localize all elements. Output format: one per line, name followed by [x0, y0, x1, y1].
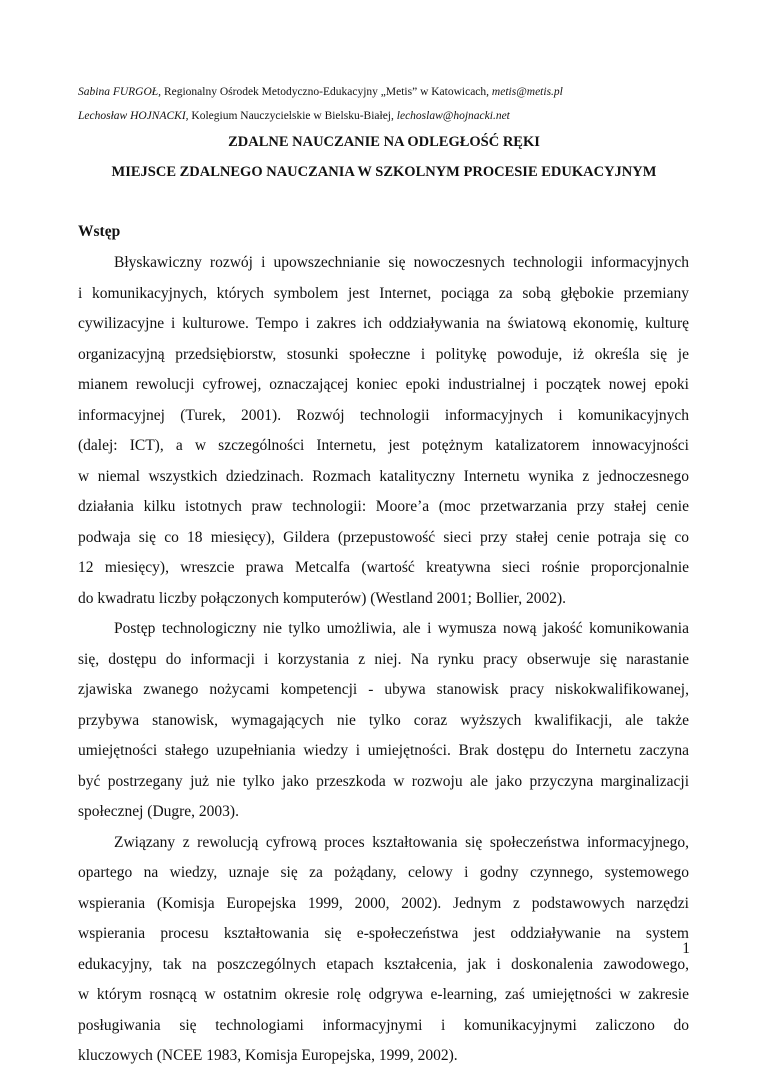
text-line: do kwadratu liczby połączonych komputerów) (Westland 2001; Bollier, 2002). [78, 589, 566, 607]
author-affiliation: Kolegium Nauczycielskie w Bielsku-Białej, [188, 110, 397, 122]
title-line: ZDALNE NAUCZANIE NA ODLEGŁOŚĆ RĘKI [228, 134, 540, 150]
text-line: być postrzegany już nie tylko jako przeszkoda w rozwoju ale jako przyczyna marginalizacji [78, 772, 689, 790]
text-line: działania kilku istotnych praw technologii: Moore’a (moc przetwarzania przy stałej cenie [78, 498, 689, 515]
text-line: Związany z rewolucją cyfrową proces kształtowania się społeczeństwa informacyjnego, [114, 833, 689, 851]
text-line: wspierania procesu kształtowania się e-społeczeństwa jest oddziaływanie na system [78, 925, 689, 942]
author-line [78, 80, 688, 104]
text-line: się, dostępu do informacji i korzystania z niej. Na rynku pracy obserwuje się narastanie [78, 650, 689, 668]
author-affiliation: Regionalny Ośrodek Metodyczno-Edukacyjny „Metis” w Katowicach, [161, 86, 492, 98]
author-email: metis@metis.pl [491, 86, 563, 98]
text-line: (dalej: ICT), a w szczególności Internetu, jest potężnym katalizatorem innowacyjności [78, 437, 689, 454]
text-line: społecznej (Dugre, 2003). [78, 803, 239, 820]
section-heading: Wstęp [78, 223, 121, 240]
author-email: lechoslaw@hojnacki.net [396, 110, 510, 122]
text-line: cywilizacyjne i kulturowe. Tempo i zakres ich oddziaływania na światową ekonomię, kulturę [78, 315, 689, 332]
author-line [78, 104, 688, 128]
author-block [78, 80, 688, 128]
text-line: 12 miesięcy), wreszcie prawa Metcalfa (wartość kreatywna sieci rośnie proporcjonalnie [78, 559, 689, 576]
text-line: edukacyjny, tak na poszczególnych etapach kształcenia, jak i doskonalenia zawodowego, [78, 955, 689, 973]
author-name: Lechosław HOJNACKI, [78, 110, 189, 122]
text-line: wspierania (Komisja Europejska 1999, 2000, 2002). Jednym z podstawowych narzędzi [78, 894, 689, 912]
text-line: mianem rewolucji cyfrowej, oznaczającej koniec epoki industrialnej i początek nowej epoki [78, 376, 689, 393]
text-line: organizacyjną przedsiębiorstw, stosunki społeczne i politykę powoduje, iż określa się je [78, 345, 689, 363]
text-line: posługiwania się technologiami informacyjnymi i komunikacyjnymi zaliczono do [78, 1016, 689, 1034]
text-line: Postęp technologiczny nie tylko umożliwia, ale i wymusza nową jakość komunikowania [114, 620, 689, 637]
text-line: w niemal wszystkich dziedzinach. Rozmach katalityczny Internetu wynika z jednoczesnego [78, 467, 689, 485]
page-number: 1 [682, 940, 690, 957]
text-line: podwaja się co 18 miesięcy), Gildera (przepustowość sieci przy stałej cenie potraja się co [78, 528, 689, 546]
text-line: opartego na wiedzy, uznaje się za pożądany, celowy i godny czynnego, systemowego [78, 864, 689, 881]
text-line: i komunikacyjnych, których symbolem jest Internet, pociąga za sobą głębokie przemiany [78, 284, 689, 302]
text-line: kluczowych (NCEE 1983, Komisja Europejska, 1999, 2002). [78, 1047, 458, 1064]
body-text [78, 248, 689, 1072]
paper-title [60, 127, 708, 187]
text-line: przybywa stanowisk, wymagających nie tylko coraz wyższych kwalifikacji, ale także [78, 711, 689, 729]
text-line: umiejętności stałego uzupełniania wiedzy i umiejętności. Brak dostępu do Internetu zaczyna [78, 742, 689, 759]
subtitle-line: MIEJSCE ZDALNEGO NAUCZANIA W SZKOLNYM PROCESIE EDUKACYJNYM [111, 164, 657, 180]
text-line: Błyskawiczny rozwój i upowszechnianie się nowoczesnych technologii informacyjnych [114, 254, 689, 271]
author-name: Sabina FURGOŁ, [78, 86, 162, 98]
text-line: zjawiska zwanego nożycami kompetencji - ubywa stanowisk pracy niskokwalifikowanej, [78, 681, 689, 698]
text-line: w którym rosnącą w ostatnim okresie rolę odgrywa e-learning, zaś umiejętności w zakresie [78, 986, 689, 1003]
text-line: informacyjnej (Turek, 2001). Rozwój technologii informacyjnych i komunikacyjnych [78, 406, 689, 424]
